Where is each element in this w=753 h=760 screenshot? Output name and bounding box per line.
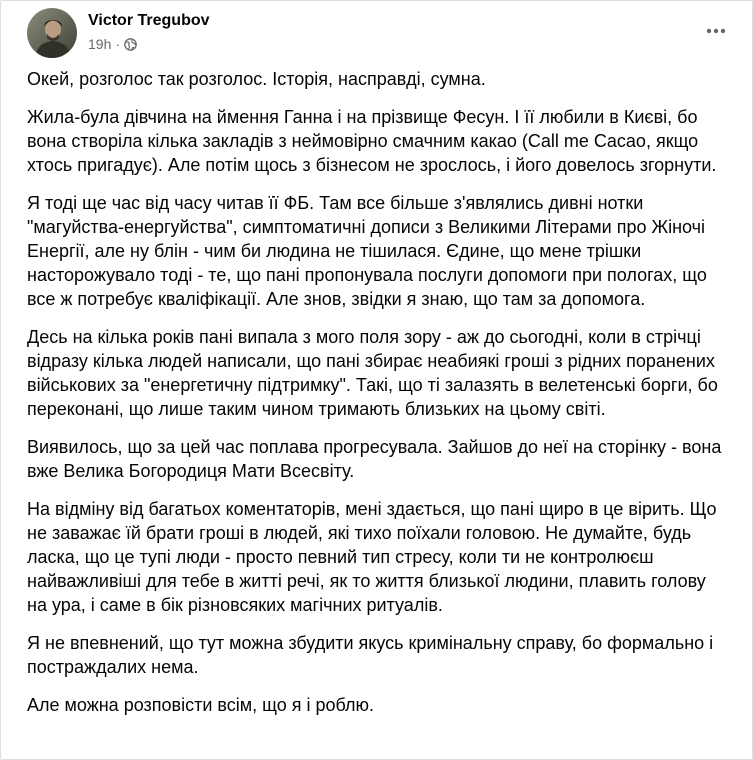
separator-dot: · xyxy=(115,36,121,52)
post-paragraph: Я тоді ще час від часу читав її ФБ. Там все більше з'являлись дивні нотки "магуйства-енергуйства", симптоматичні дописи з Великими Літерами про Жіночі Енергії, але ну блін - чим би людина не тішилася. Єдине, що мене трішки насторожувало тоді - те, що пані пропонувала послуги допомоги при пологах, що все ж потребує кваліфікації. Але знов, звідки я знаю, що там за допомога. xyxy=(27,193,707,309)
post-paragraph: На відміну від багатьох коментаторів, мені здається, що пані щиро в це вірить. Що не заважає їй брати гроші в людей, які тихо поїхали головою. Не думайте, будь ласка, що це тупі люди - просто певний тип стресу, коли ти не контролюєш найважливіші для тебе в житті речі, як то життя близької людини, плавить голову на ура, і саме в бік різновсяких магічних ритуалів. xyxy=(27,499,717,615)
post-subline xyxy=(88,35,210,53)
avatar-photo-icon xyxy=(27,8,77,58)
post-paragraph: Окей, розголос так розголос. Історія, насправді, сумна. xyxy=(27,69,486,89)
globe-icon[interactable] xyxy=(124,38,137,51)
post-header xyxy=(27,7,210,59)
post-paragraph: Десь на кілька років пані випала з мого поля зору - аж до сьогодні, коли в стрічці відразу кілька людей написали, що пані збирає неабиякі гроші з рідних поранених військових за "енергетичну підтримку". Такі, що ті залазять в велетенські борги, бо переконані, що лише таким чином тримають близьких на цьому світі. xyxy=(27,327,718,419)
post-meta xyxy=(88,13,210,53)
post-timestamp[interactable]: 19h xyxy=(88,36,112,52)
author-name[interactable]: Victor Tregubov xyxy=(88,12,210,29)
post-paragraph: Виявилось, що за цей час поплава прогресувала. Зайшов до неї на сторінку - вона вже Велика Богородиця Мати Всесвіту. xyxy=(27,437,722,481)
post-paragraph: Я не впевнений, що тут можна збудити якусь кримінальну справу, бо формально і постраждалих нема. xyxy=(27,633,714,677)
avatar[interactable] xyxy=(27,8,77,58)
post-paragraph: Жила-була дівчина на ймення Ганна і на прізвище Фесун. І її любили в Києві, бо вона створіла кілька закладів з неймовірно смачним какао (Call me Cacao, якщо хтось пригадує). Але потім щось з бізнесом не зрослось, і його довелось згорнути. xyxy=(27,107,717,175)
more-dots-icon xyxy=(706,28,726,34)
post-paragraph: Але можна розповісти всім, що я і роблю. xyxy=(27,695,375,715)
more-options-button[interactable] xyxy=(702,17,730,45)
post-text xyxy=(27,67,727,731)
